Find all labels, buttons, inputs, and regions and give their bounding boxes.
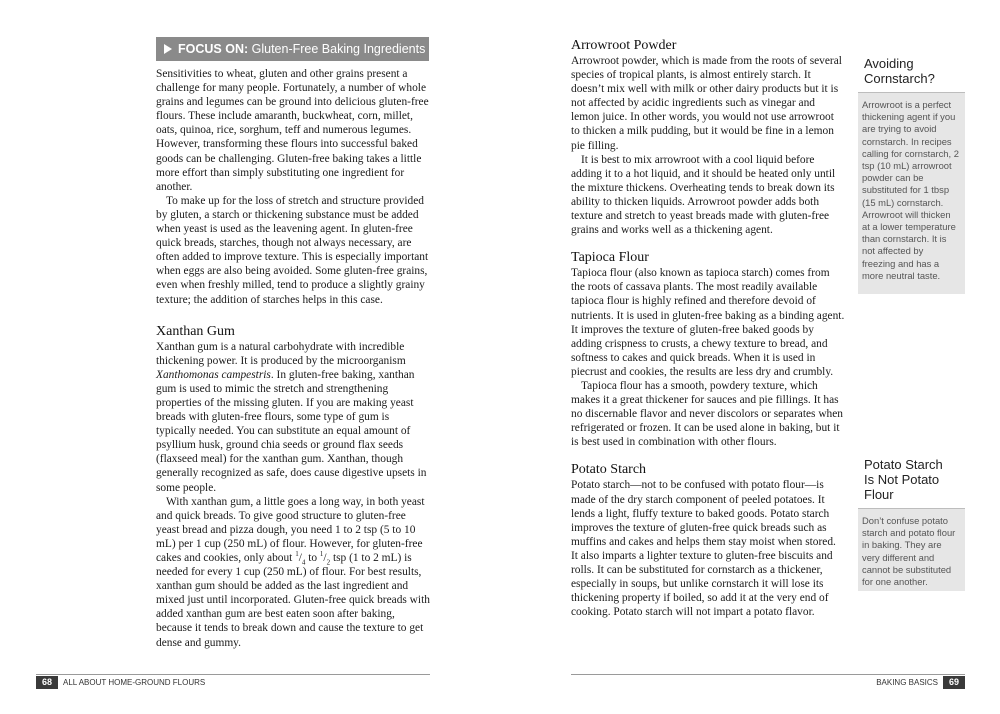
sidebar-avoiding-cornstarch	[858, 52, 965, 294]
tapioca-heading: Tapioca Flour	[571, 250, 649, 266]
left-page-body	[156, 67, 430, 650]
xanthan-gum-heading: Xanthan Gum	[156, 323, 235, 339]
arrowroot-paragraph-1: Arrowroot powder, which is made from the roots of several species of tropical plants, is almost entirely starch. It doesn’t mix well with milk or other dairy products but it is not affected by acidic ingredients such as vinegar and lemon juice. In other words, you would not use arrowroot to thicken a milk pudding, but it would be fine in a lemon pie filling.	[571, 55, 842, 152]
intro-paragraph-2: To make up for the loss of stretch and structure provided by gluten, a starch or thickening substance must be added when yeast is used as the leavening agent. In gluten-free quick breads, starches, though not always necessary, are often added to improve texture. This is especially important when eggs are also being avoided. Some gluten-free grains, even when freshly milled, tend to produce a slightly grainy texture; the addition of starches helps in this case.	[156, 194, 429, 306]
sidebar-avoiding-cornstarch-body: Arrowroot is a perfect thickening agent if you are trying to avoid cornstarch. In recipes calling for cornstarch, 2 tsp (10 mL) arrowroot powder can be substituted for 1 tbsp (15 mL) cornstarch. Arrowroot will thicken at a lower temperature than cornstarch. It is not affected by freezing and has a more neutral taste.	[862, 99, 959, 281]
play-triangle-icon	[164, 44, 172, 54]
left-footer-rule	[36, 674, 430, 675]
potato-starch-paragraph: Potato starch—not to be confused with potato flour—is made of the dry starch component of peeled potatoes. It lends a light, fluffy texture to baked goods. Potato starch improves the texture of gluten-free quick breads such as muffins and cakes and helps them stay moist when stored. It also imparts a lighter texture to gluten-free biscuits and rolls. It can be substituted for cornstarch as a thickener, especially in soups, but unlike cornstarch it will lose its thickening property if boiled, so add it at the very end of cooking. Potato starch will not impart a potato flavor.	[571, 479, 836, 619]
left-running-footer: ALL ABOUT HOME-GROUND FLOURS	[63, 678, 206, 687]
focus-on-prefix: FOCUS ON:	[178, 42, 249, 56]
right-page-number: 69	[943, 676, 965, 689]
arrowroot-paragraph-2: It is best to mix arrowroot with a cool liquid before adding it to a hot liquid, and it should be heated only until the mixture thickens. Overheating tends to break down its ability to thicken liquids. Arrowroot powder adds both texture and stretch to yeast breads made with gluten-free grains and works well as a thickening agent.	[571, 153, 836, 237]
potato-starch-heading: Potato Starch	[571, 462, 647, 478]
focus-on-banner	[156, 37, 429, 61]
right-footer-rule	[571, 674, 965, 675]
sidebar-potato-starch-not-flour	[858, 453, 965, 591]
sidebar-avoiding-cornstarch-title: Avoiding Cornstarch?	[858, 52, 965, 93]
sidebar-potato-starch-body: Don’t confuse potato starch and potato flour in baking. They are very different and cannot be substituted for one another.	[862, 515, 956, 588]
tapioca-paragraph-2: Tapioca flour has a smooth, powdery texture, which makes it a great thickener for sauces and pie fillings. It has no discernable flavor and never discolors or separates when refrigerated or frozen. It can be used alone in baking, but it is best used in combination with other flours.	[571, 379, 844, 449]
focus-on-title: Gluten-Free Baking Ingredients	[251, 42, 426, 56]
arrowroot-heading: Arrowroot Powder	[571, 38, 677, 53]
intro-paragraph-1: Sensitivities to wheat, gluten and other grains present a challenge for many people. Fortunately, a number of whole grains and legumes can be ground into delicious gluten-free flours. These include amaranth, buckwheat, corn, millet, oats, quinoa, rice, sorghum, teff and numerous legumes. However, transforming these flours into successful baked goods can be challenging. Gluten-free baking takes a little more effort than simply substituting one ingredient for another.	[156, 68, 429, 193]
right-page-body	[571, 37, 845, 619]
xanthan-paragraph-2: With xanthan gum, a little goes a long way, in both yeast and quick breads. To give good structure to gluten-free yeast bread and pizza dough, you need 1 to 2 tsp (5 to 10 mL) per 1 cup (250 mL) of flour. However, for gluten-free cakes and cookies, only about $^1/_4$ to $^1/_2$ tsp (1 to 2 mL) is needed for every 1 cup (250 mL) of flour. For best results, xanthan gum should be added as the last ingredient and mixed just until incorporated. Gluten-free quick breads with added xanthan gum are best eaten soon after baking, because it tends to break down and cause the texture to get dense and gummy.	[156, 495, 430, 649]
tapioca-paragraph-1: Tapioca flour (also known as tapioca starch) comes from the roots of cassava plants. The most readily available tapioca flour is highly refined and therefore devoid of nutrients. It is used in gluten-free baking as a binding agent. It improves the texture of gluten-free baked goods by adding crispness to crusts, a chewy texture to bread, and softness to cakes and quick breads. When it is used in piecrust and cookies, the results are less dry and crumbly.	[571, 267, 845, 378]
right-running-footer: BAKING BASICS	[876, 678, 938, 687]
sidebar-potato-starch-title: Potato Starch Is Not Potato Flour	[858, 453, 965, 509]
xanthomonas-term: Xanthomonas campestris	[156, 368, 271, 381]
xanthan-paragraph-1: Xanthan gum is a natural carbohydrate with incredible thickening power. It is produced by the microorganism Xanthomonas campestris. In gluten-free baking, xanthan gum is used to mimic the stretch and strengthening properties of the missing gluten. If you are making yeast breads with gluten-free flours, some type of gum is typically needed. You can substitute an equal amount of psyllium husk, ground chia seeds or ground flax seeds (flaxseed meal) for the xanthan gum. Xanthan, though generally recognized as safe, does cause digestive upsets in some people.	[156, 340, 427, 494]
left-page-number: 68	[36, 676, 58, 689]
